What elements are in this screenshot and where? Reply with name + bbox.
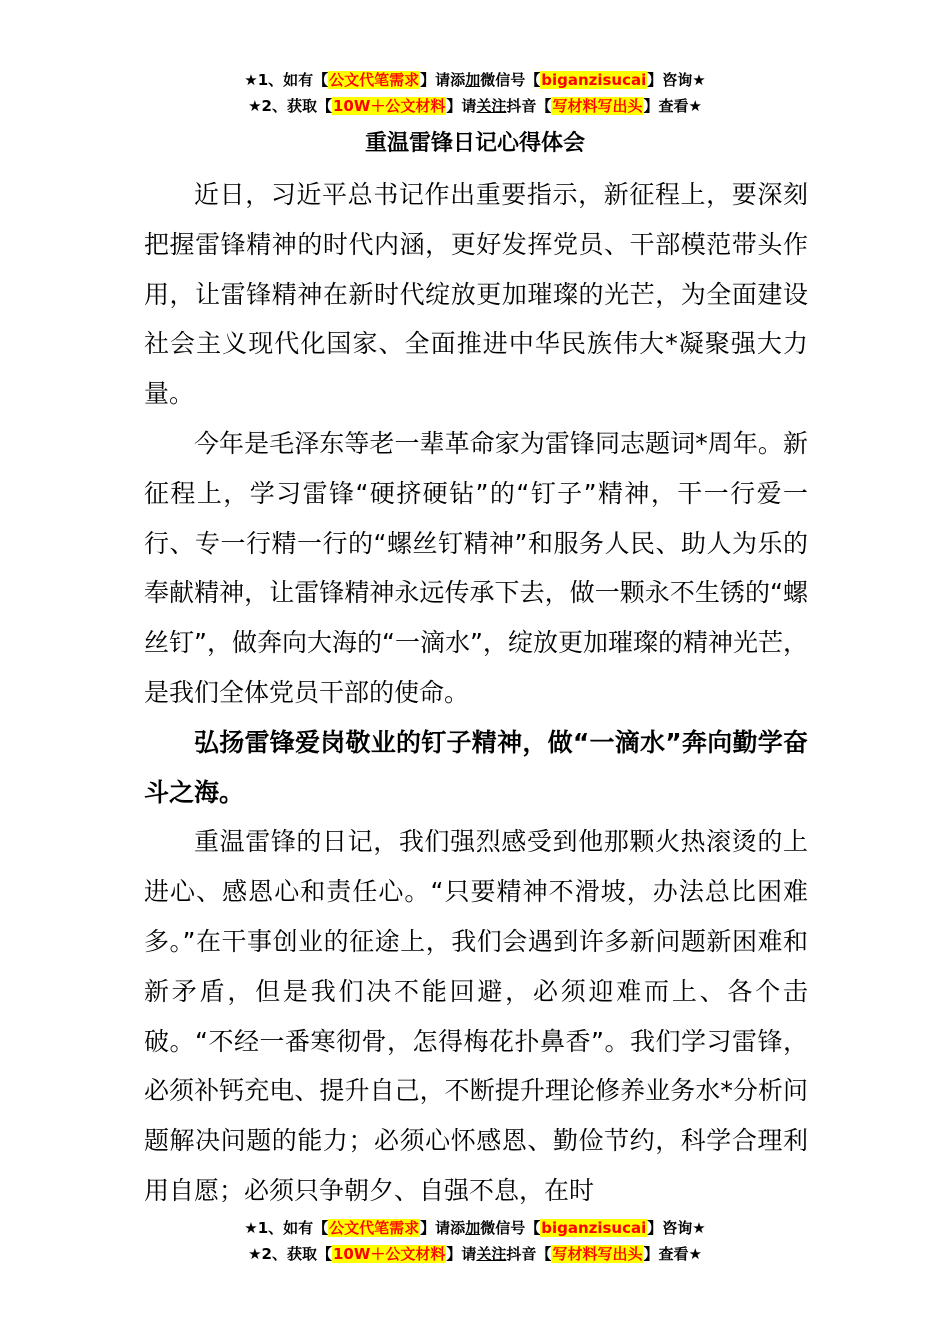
document-title: 重温雷锋日记心得体会 xyxy=(364,131,585,156)
banner-line-1 xyxy=(0,1215,950,1241)
banner-text: 】查看★ xyxy=(643,97,702,115)
section-heading: 弘扬雷锋爱岗敬业的钉子精神，做“一滴水”奔向勤学奋斗之海。 xyxy=(144,727,808,807)
banner-text: 抖音【 xyxy=(506,97,552,115)
banner-text: 】请 xyxy=(446,97,477,115)
banner-underlined-text: 关注 xyxy=(476,1245,507,1263)
paragraph: 今年是毛泽东等老一辈革命家为雷锋同志题词*周年。新征程上，学习雷锋“硬挤硬钻”的“钉子”精神，干一行爱一行、专一行精一行的“螺丝钉精神”和服务人民、助人为乐的奉献精神，让雷锋精神永远传承下去，做一颗永不生锈的“螺丝钉”，做奔向大海的“一滴水”，绽放更加璀璨的精神光芒，是我们全体党员干部的使命。 xyxy=(144,428,808,707)
banner-text: 】咨询★ xyxy=(647,71,706,89)
banner-text: 】查看★ xyxy=(643,1245,702,1263)
banner-highlight: 10W＋公文材料 xyxy=(332,1245,446,1263)
banner-highlight: 写材料写出头 xyxy=(552,97,643,115)
banner-highlight: 写材料写出头 xyxy=(552,1245,643,1263)
banner-text: 】请 xyxy=(446,1245,477,1263)
banner-line-2 xyxy=(0,1241,950,1267)
header-banner xyxy=(0,67,950,119)
banner-highlight: biganzisucai xyxy=(541,71,647,89)
banner-highlight: 公文代笔需求 xyxy=(329,71,420,89)
banner-text: 】请添 xyxy=(420,1219,466,1237)
paragraph: 重温雷锋的日记，我们强烈感受到他那颗火热滚烫的上进心、感恩心和责任心。“只要精神不滑坡，办法总比困难多。”在干事创业的征途上，我们会遇到许多新问题新困难和新矛盾，但是我们决不能回避，必须迎难而上、各个击破。“不经一番寒彻骨，怎得梅花扑鼻香”。我们学习雷锋，必须补钙充电、提升自己，不断提升理论修养业务水*分析问题解决问题的能力；必须心怀感恩、勤俭节约，科学合理利用自愿；必须只争朝夕、自强不息，在时 xyxy=(144,827,808,1205)
banner-text: 微信号【 xyxy=(480,1219,541,1237)
banner-text: ★1、如有【 xyxy=(244,71,329,89)
banner-line-1 xyxy=(0,67,950,93)
banner-text: ★2、获取【 xyxy=(248,1245,332,1263)
paragraph: 近日，习近平总书记作出重要指示，新征程上，要深刻把握雷锋精神的时代内涵，更好发挥党员、干部模范带头作用，让雷锋精神在新时代绽放更加璀璨的光芒，为全面建设社会主义现代化国家、全面推进中华民族伟大*凝聚强大力量。 xyxy=(144,180,808,409)
banner-text: 】请添 xyxy=(420,71,466,89)
banner-highlight: 10W＋公文材料 xyxy=(332,97,446,115)
banner-line-2 xyxy=(0,93,950,119)
banner-text: 】咨询★ xyxy=(647,1219,706,1237)
banner-highlight: 公文代笔需求 xyxy=(329,1219,420,1237)
banner-underlined-text: 加 xyxy=(465,71,481,89)
banner-text: ★1、如有【 xyxy=(244,1219,329,1237)
banner-text: ★2、获取【 xyxy=(248,97,332,115)
banner-highlight: biganzisucai xyxy=(541,1219,647,1237)
footer-banner xyxy=(0,1215,950,1267)
banner-underlined-text: 加 xyxy=(465,1219,481,1237)
document-body xyxy=(144,170,808,1216)
banner-text: 抖音【 xyxy=(506,1245,552,1263)
banner-underlined-text: 关注 xyxy=(476,97,507,115)
banner-text: 微信号【 xyxy=(480,71,541,89)
